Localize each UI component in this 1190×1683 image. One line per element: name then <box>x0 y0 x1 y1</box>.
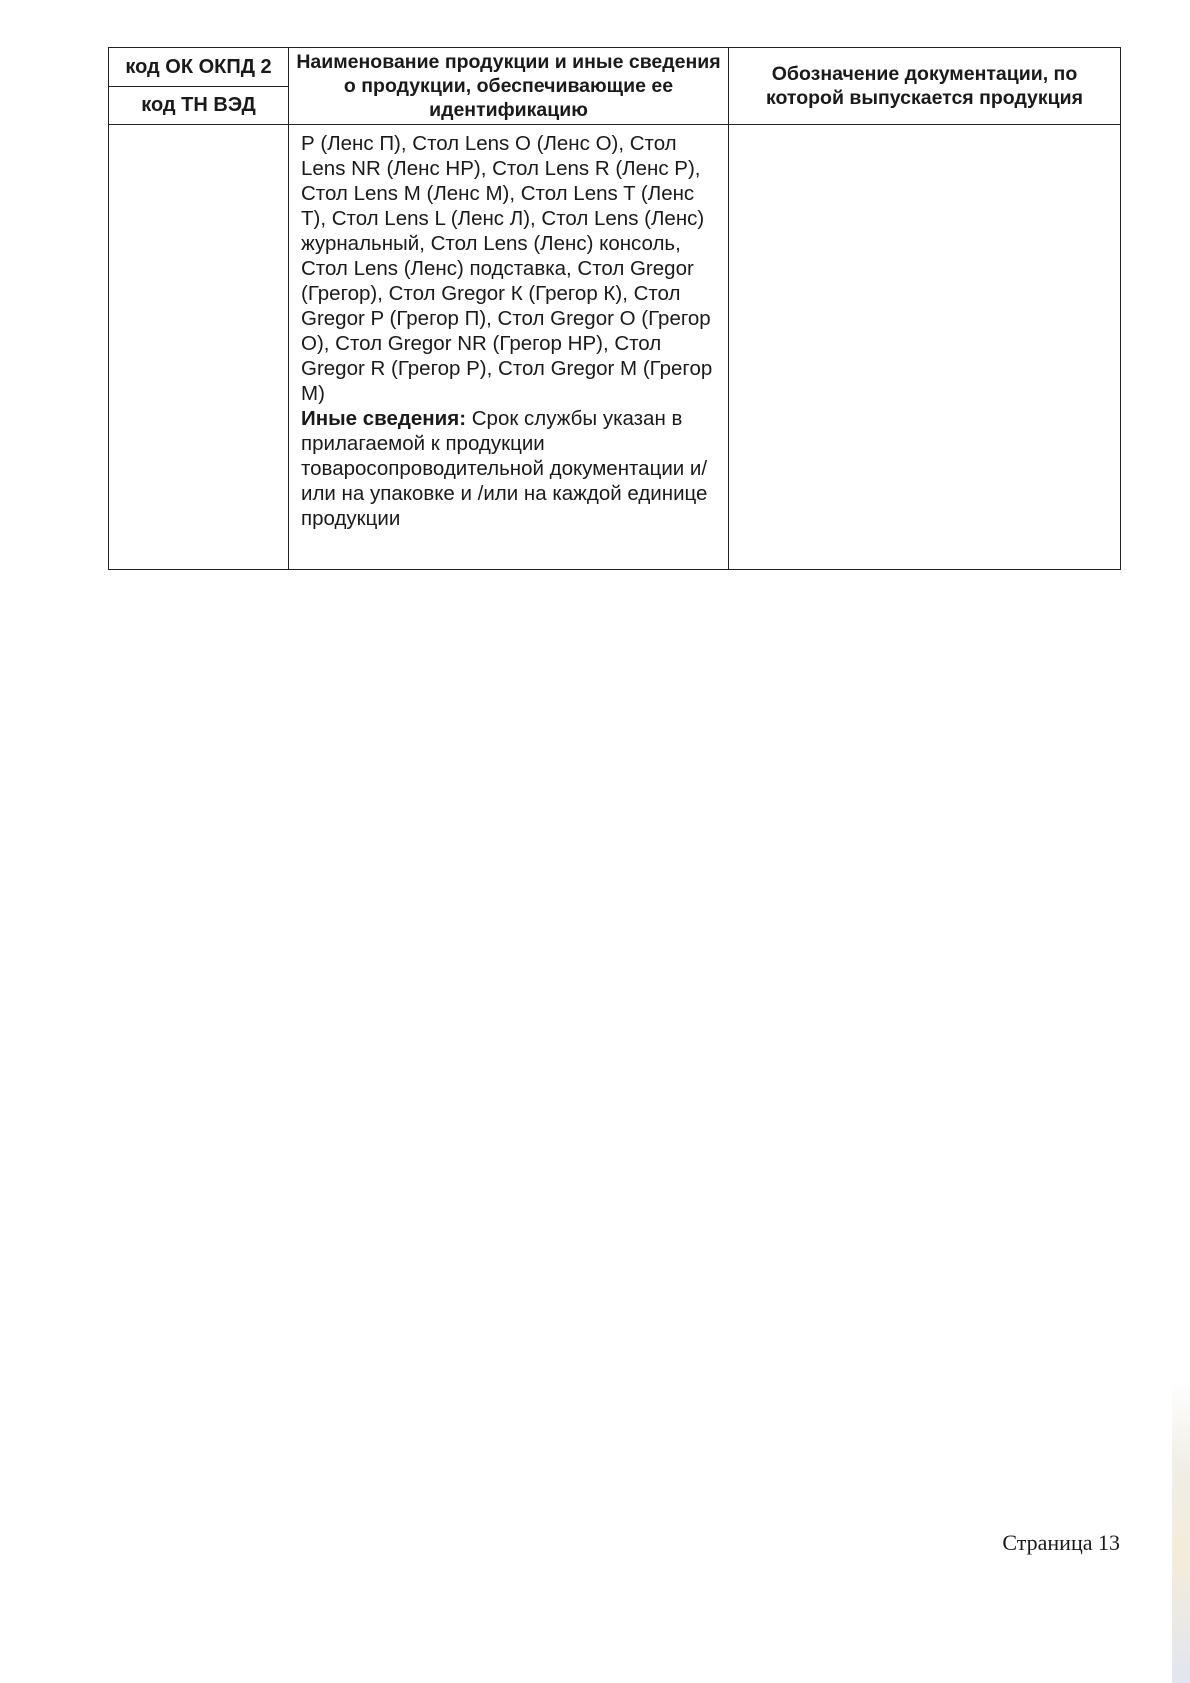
product-description-cell <box>289 125 729 570</box>
code-cell <box>109 125 289 570</box>
other-info-label: Иные сведения: <box>301 407 467 430</box>
header-documentation: Обозначение документации, по которой выпускается продукция <box>729 48 1121 125</box>
header-product-name: Наименование продукции и иные сведения о продукции, обеспечивающие ее идентификацию <box>289 48 729 125</box>
table-row <box>109 125 1121 570</box>
product-table <box>108 47 1121 570</box>
table-header-row-1 <box>109 48 1121 87</box>
header-code-tnved: код ТН ВЭД <box>109 86 289 125</box>
page-number: Страница 13 <box>1002 1530 1120 1555</box>
other-info-text: Срок службы указан в прилагаемой к продукции товаросопроводительной документации и/или на упаковке и /или на каждой единице продукции <box>301 407 708 530</box>
product-list-text: Р (Ленс П), Стол Lens О (Ленс О), Стол Lens NR (Ленс НР), Стол Lens R (Ленс Р), Стол Lens M (Ленс М), Стол Lens T (Ленс Т), Стол Lens L (Ленс Л), Стол Lens (Ленс) журнальный, Стол Lens (Ленс) консоль, Стол Lens (Ленс) подставка, Стол Gregor (Грегор), Стол Gregor К (Грегор К), Стол Gregor P (Грегор П), Стол Gregor О (Грегор О), Стол Gregor NR (Грегор НР), Стол Gregor R (Грегор Р), Стол Gregor M (Грегор М) <box>301 132 713 405</box>
documentation-cell <box>729 125 1121 570</box>
scan-edge-shading <box>1172 1380 1190 1683</box>
header-code-okpd: код ОК ОКПД 2 <box>109 48 289 87</box>
